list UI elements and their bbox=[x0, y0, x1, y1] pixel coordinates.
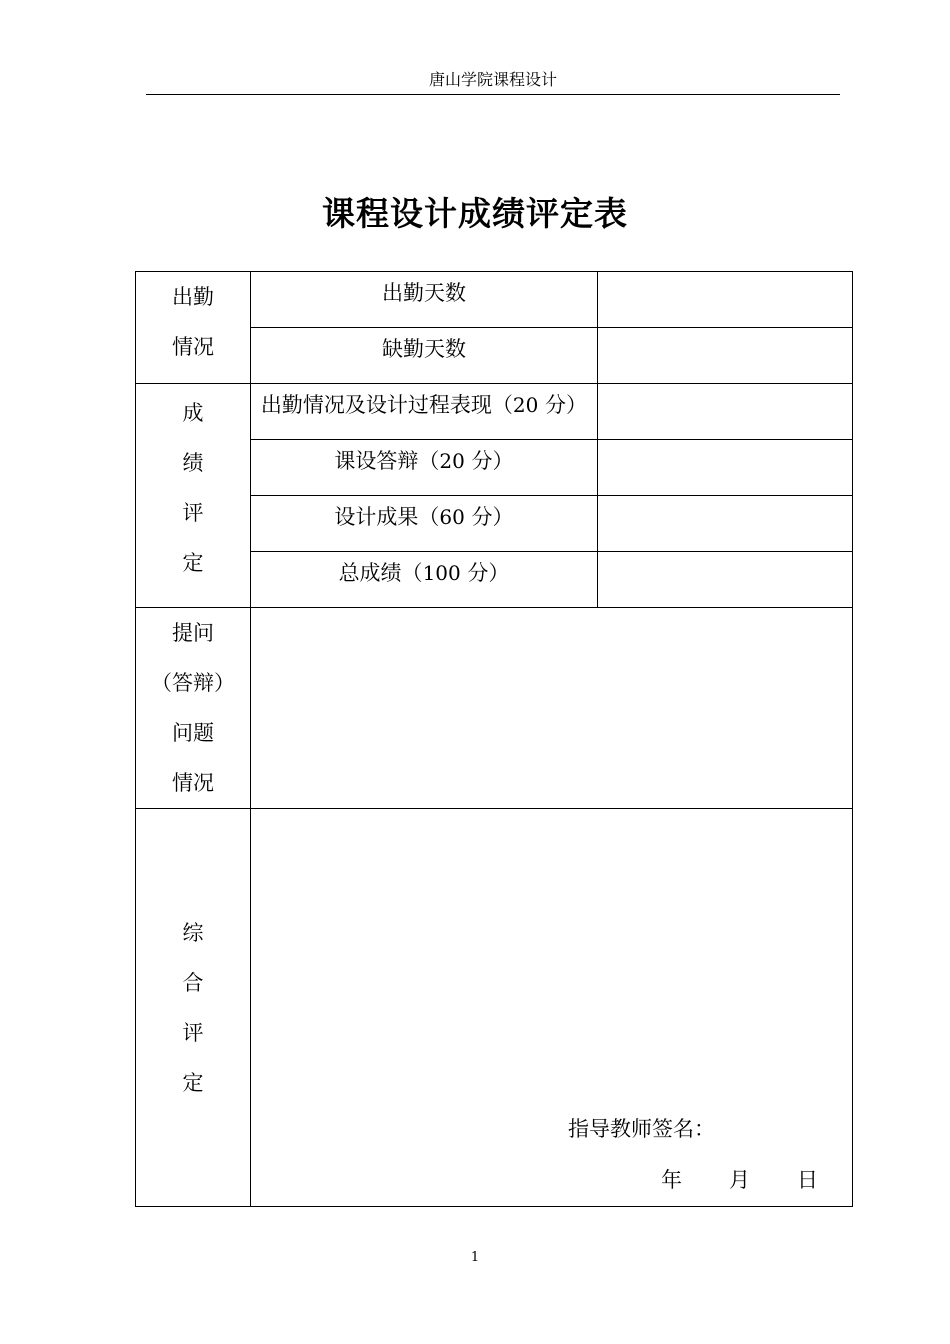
grade-item-text: 课设答辩（ bbox=[334, 449, 440, 473]
signature-date bbox=[661, 1160, 818, 1200]
grade-item-points: 20 bbox=[439, 449, 465, 473]
evaluation-row bbox=[136, 809, 853, 1207]
grade-item-defense bbox=[251, 440, 598, 496]
grade-item-text: 分） bbox=[460, 561, 510, 585]
grade-item-result bbox=[251, 496, 598, 552]
evaluation-label-cell bbox=[136, 809, 251, 1207]
grade-item-text: 分） bbox=[464, 449, 514, 473]
grade-item-points: 100 bbox=[422, 561, 461, 585]
grade-item-text: 总成绩（ bbox=[338, 561, 423, 585]
grade-label-char: 评 bbox=[182, 501, 204, 525]
grade-item-total bbox=[251, 552, 598, 608]
page-number: 1 bbox=[470, 1250, 480, 1265]
grade-label-char: 绩 bbox=[182, 451, 204, 475]
questions-label-line: （答辩） bbox=[151, 671, 235, 695]
evaluation-label-char: 评 bbox=[182, 1020, 204, 1045]
grade-item-points: 60 bbox=[439, 505, 465, 529]
attendance-label-cell bbox=[136, 272, 251, 384]
date-year-label: 年 bbox=[661, 1168, 682, 1192]
grade-item-text: 分） bbox=[538, 393, 588, 417]
grade-defense-value[interactable] bbox=[598, 440, 853, 496]
grade-row bbox=[136, 384, 853, 440]
grade-label-char: 定 bbox=[182, 551, 204, 575]
grade-item-points: 20 bbox=[512, 393, 539, 417]
form-title: 课程设计成绩评定表 bbox=[322, 194, 628, 233]
attendance-row bbox=[136, 272, 853, 328]
evaluation-label-char: 合 bbox=[182, 970, 204, 995]
evaluation-form-table bbox=[135, 271, 853, 1207]
grade-performance-value[interactable] bbox=[598, 384, 853, 440]
evaluation-content-area[interactable] bbox=[251, 809, 853, 1207]
date-month-label: 月 bbox=[729, 1168, 750, 1192]
evaluation-label-char: 综 bbox=[182, 920, 204, 945]
grade-item-performance bbox=[251, 384, 598, 440]
teacher-signature-label: 指导教师签名： bbox=[568, 1117, 715, 1141]
date-day-label: 日 bbox=[797, 1168, 818, 1192]
attendance-label-line: 情况 bbox=[172, 335, 214, 359]
grade-label-cell bbox=[136, 384, 251, 608]
attendance-days-value[interactable] bbox=[598, 272, 853, 328]
attendance-days-label: 出勤天数 bbox=[251, 272, 598, 328]
grade-item-text: 分） bbox=[464, 505, 514, 529]
questions-label-line: 问题 bbox=[172, 721, 214, 745]
header-rule bbox=[146, 94, 840, 95]
questions-label-line: 情况 bbox=[172, 771, 214, 795]
grade-total-value[interactable] bbox=[598, 552, 853, 608]
running-header: 唐山学院课程设计 bbox=[428, 70, 557, 89]
questions-row bbox=[136, 608, 853, 809]
grade-item-text: 出勤情况及设计过程表现（ bbox=[260, 393, 513, 417]
attendance-label-line: 出勤 bbox=[172, 285, 214, 309]
absence-days-label: 缺勤天数 bbox=[251, 328, 598, 384]
questions-label-cell bbox=[136, 608, 251, 809]
grade-item-text: 设计成果（ bbox=[334, 505, 440, 529]
grade-label-char: 成 bbox=[182, 401, 204, 425]
questions-content-area[interactable] bbox=[251, 608, 853, 809]
evaluation-label-char: 定 bbox=[182, 1070, 204, 1095]
questions-label-line: 提问 bbox=[172, 621, 214, 645]
grade-result-value[interactable] bbox=[598, 496, 853, 552]
absence-days-value[interactable] bbox=[598, 328, 853, 384]
